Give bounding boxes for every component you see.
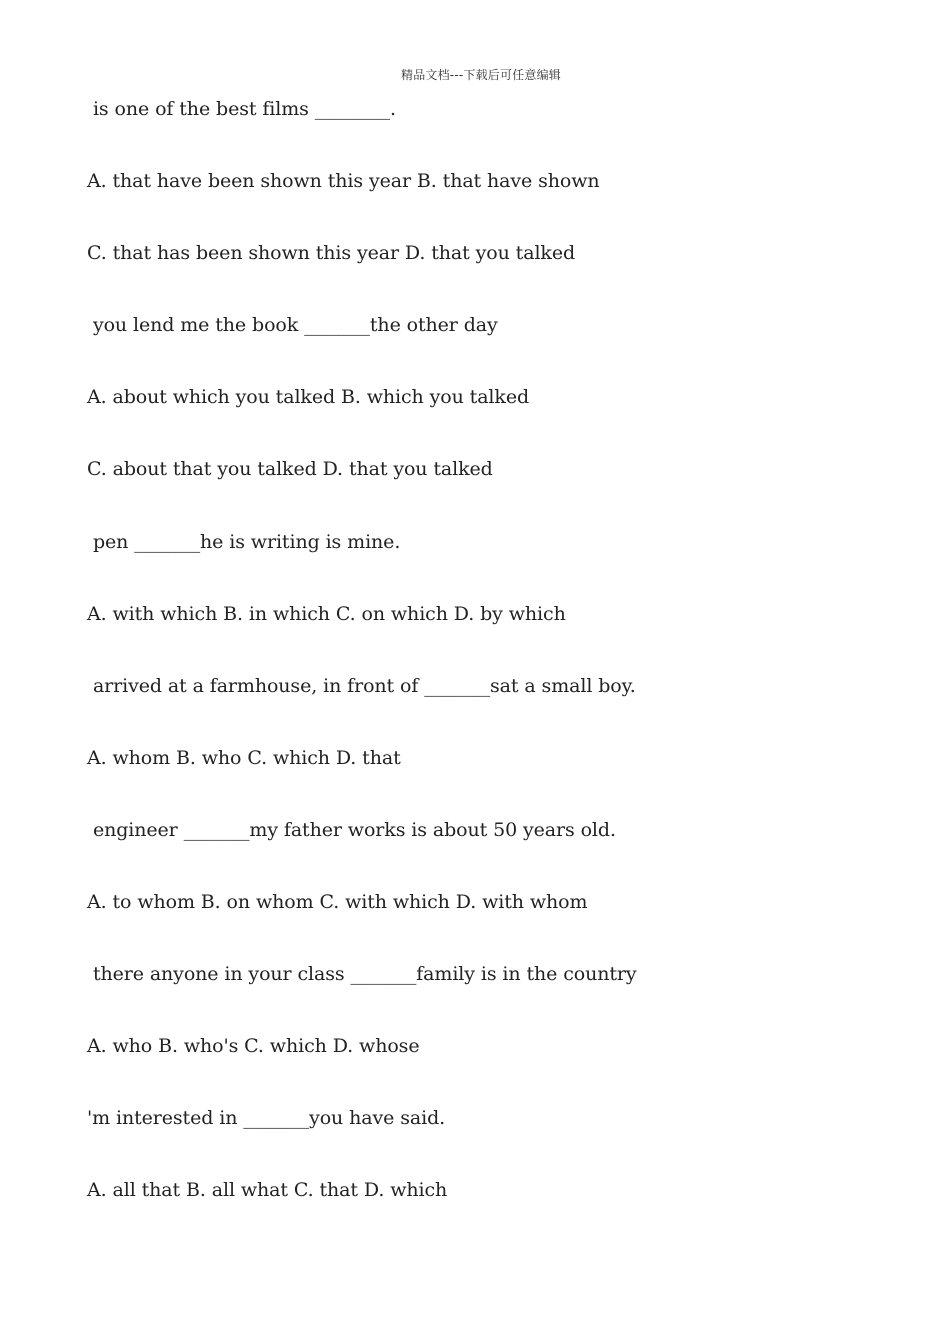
answer-options: A. about which you talked B. which you talked	[87, 386, 530, 408]
question-stem: pen _______he is writing is mine.	[87, 531, 401, 553]
question-stem: there anyone in your class _______family is in the country	[87, 963, 637, 985]
answer-options: A. to whom B. on whom C. with which D. with whom	[87, 891, 588, 913]
answer-options: A. all that B. all what C. that D. which	[87, 1179, 448, 1201]
question-stem: you lend me the book _______the other day	[87, 314, 498, 336]
answer-options: A. with which B. in which C. on which D. by which	[87, 603, 566, 625]
question-stem: 'm interested in _______you have said.	[87, 1107, 446, 1129]
answer-options: A. that have been shown this year B. that have shown	[87, 170, 600, 192]
answer-options: A. whom B. who C. which D. that	[87, 747, 401, 769]
answer-options: A. who B. who's C. which D. whose	[87, 1035, 420, 1057]
answer-options: C. that has been shown this year D. that you talked	[87, 242, 576, 264]
question-stem: engineer _______my father works is about 50 years old.	[87, 819, 616, 841]
answer-options: C. about that you talked D. that you talked	[87, 458, 493, 480]
question-stem: is one of the best films ________.	[87, 98, 396, 120]
page-header: 精品文档---下载后可任意编辑	[401, 68, 561, 82]
question-stem: arrived at a farmhouse, in front of _______sat a small boy.	[87, 675, 636, 697]
